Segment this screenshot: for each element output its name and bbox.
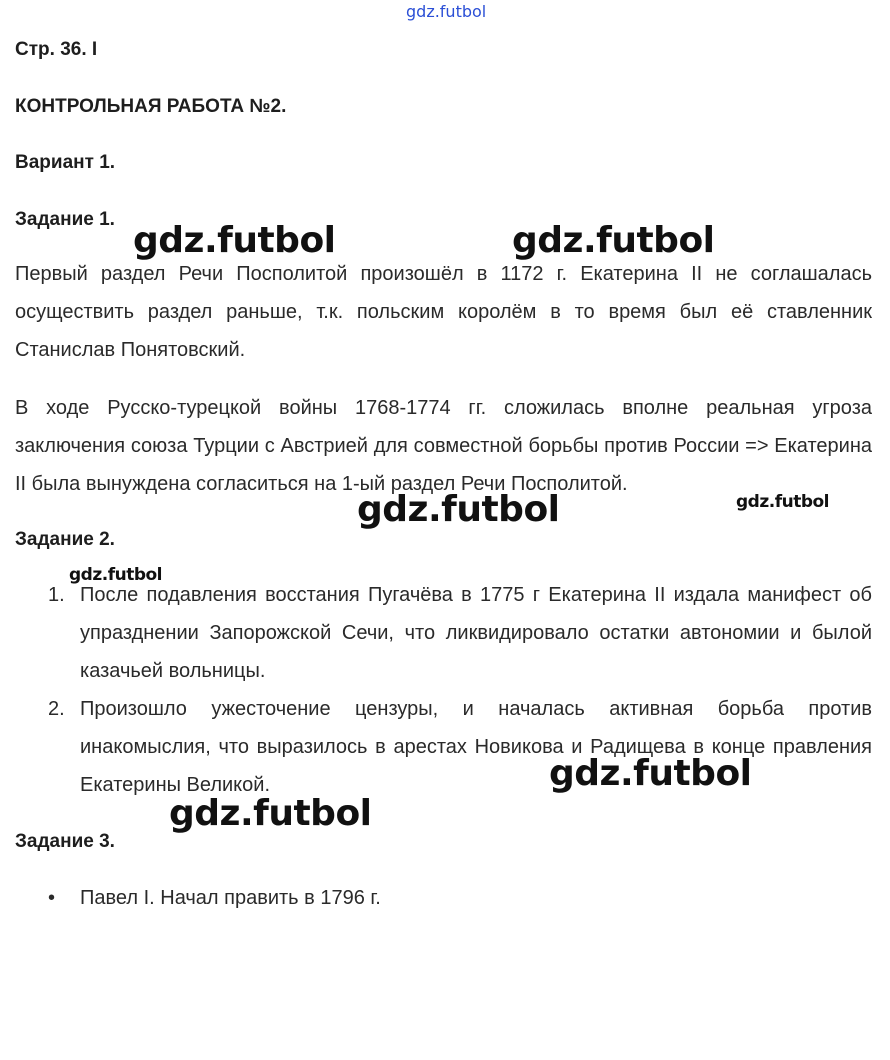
watermark-top: gdz.futbol	[406, 2, 487, 21]
bullet-icon: •	[48, 887, 56, 909]
list-number: 1.	[48, 584, 65, 606]
watermark: gdz.futbol	[512, 220, 715, 261]
watermark: gdz.futbol	[357, 489, 560, 530]
watermark-small: gdz.futbol	[736, 492, 829, 512]
redacted-area	[97, 40, 367, 60]
page-reference	[15, 38, 367, 62]
watermark: gdz.futbol	[549, 753, 752, 794]
watermark: gdz.futbol	[169, 793, 372, 834]
variant-heading: Вариант 1.	[15, 152, 116, 173]
task-1-paragraph-2: В ходе Русско-турецкой войны 1768-1774 гг. сложилась вполне реальная угроза заключения союза Турции с Австрией для совместной борьбы против России => Екатерина II была вынуждена согласиться на 1-ый раздел Речи Посполитой.	[15, 397, 872, 495]
list-item-text: После подавления восстания Пугачёва в 1775 г Екатерина II издала манифест об упразднении Запорожской Сечи, что ликвидировало остатки автономии и былой казачьей вольницы.	[80, 584, 872, 682]
task-1-heading: Задание 1.	[15, 209, 115, 230]
task-2-heading: Задание 2.	[15, 529, 115, 550]
task-1-paragraph-1: Первый раздел Речи Посполитой произошёл в 1172 г. Екатерина II не соглашалась осуществить раздел раньше, т.к. польским королём в то время был её ставленник Станислав Понятовский.	[15, 263, 872, 361]
list-item-text: Произошло ужесточение цензуры, и началась активная борьба против инакомыслия, что выразилось в арестах Новикова и Радищева в конце правления Екатерины Великой.	[80, 698, 872, 796]
task-3-heading: Задание 3.	[15, 831, 115, 852]
list-item-text: Павел I. Начал править в 1796 г.	[80, 887, 381, 909]
page-reference-text: Стр. 36. I	[15, 39, 98, 60]
watermark: gdz.futbol	[133, 220, 336, 261]
test-title: КОНТРОЛЬНАЯ РАБОТА №2.	[15, 96, 287, 117]
list-number: 2.	[48, 698, 65, 720]
watermark-small: gdz.futbol	[69, 565, 162, 585]
